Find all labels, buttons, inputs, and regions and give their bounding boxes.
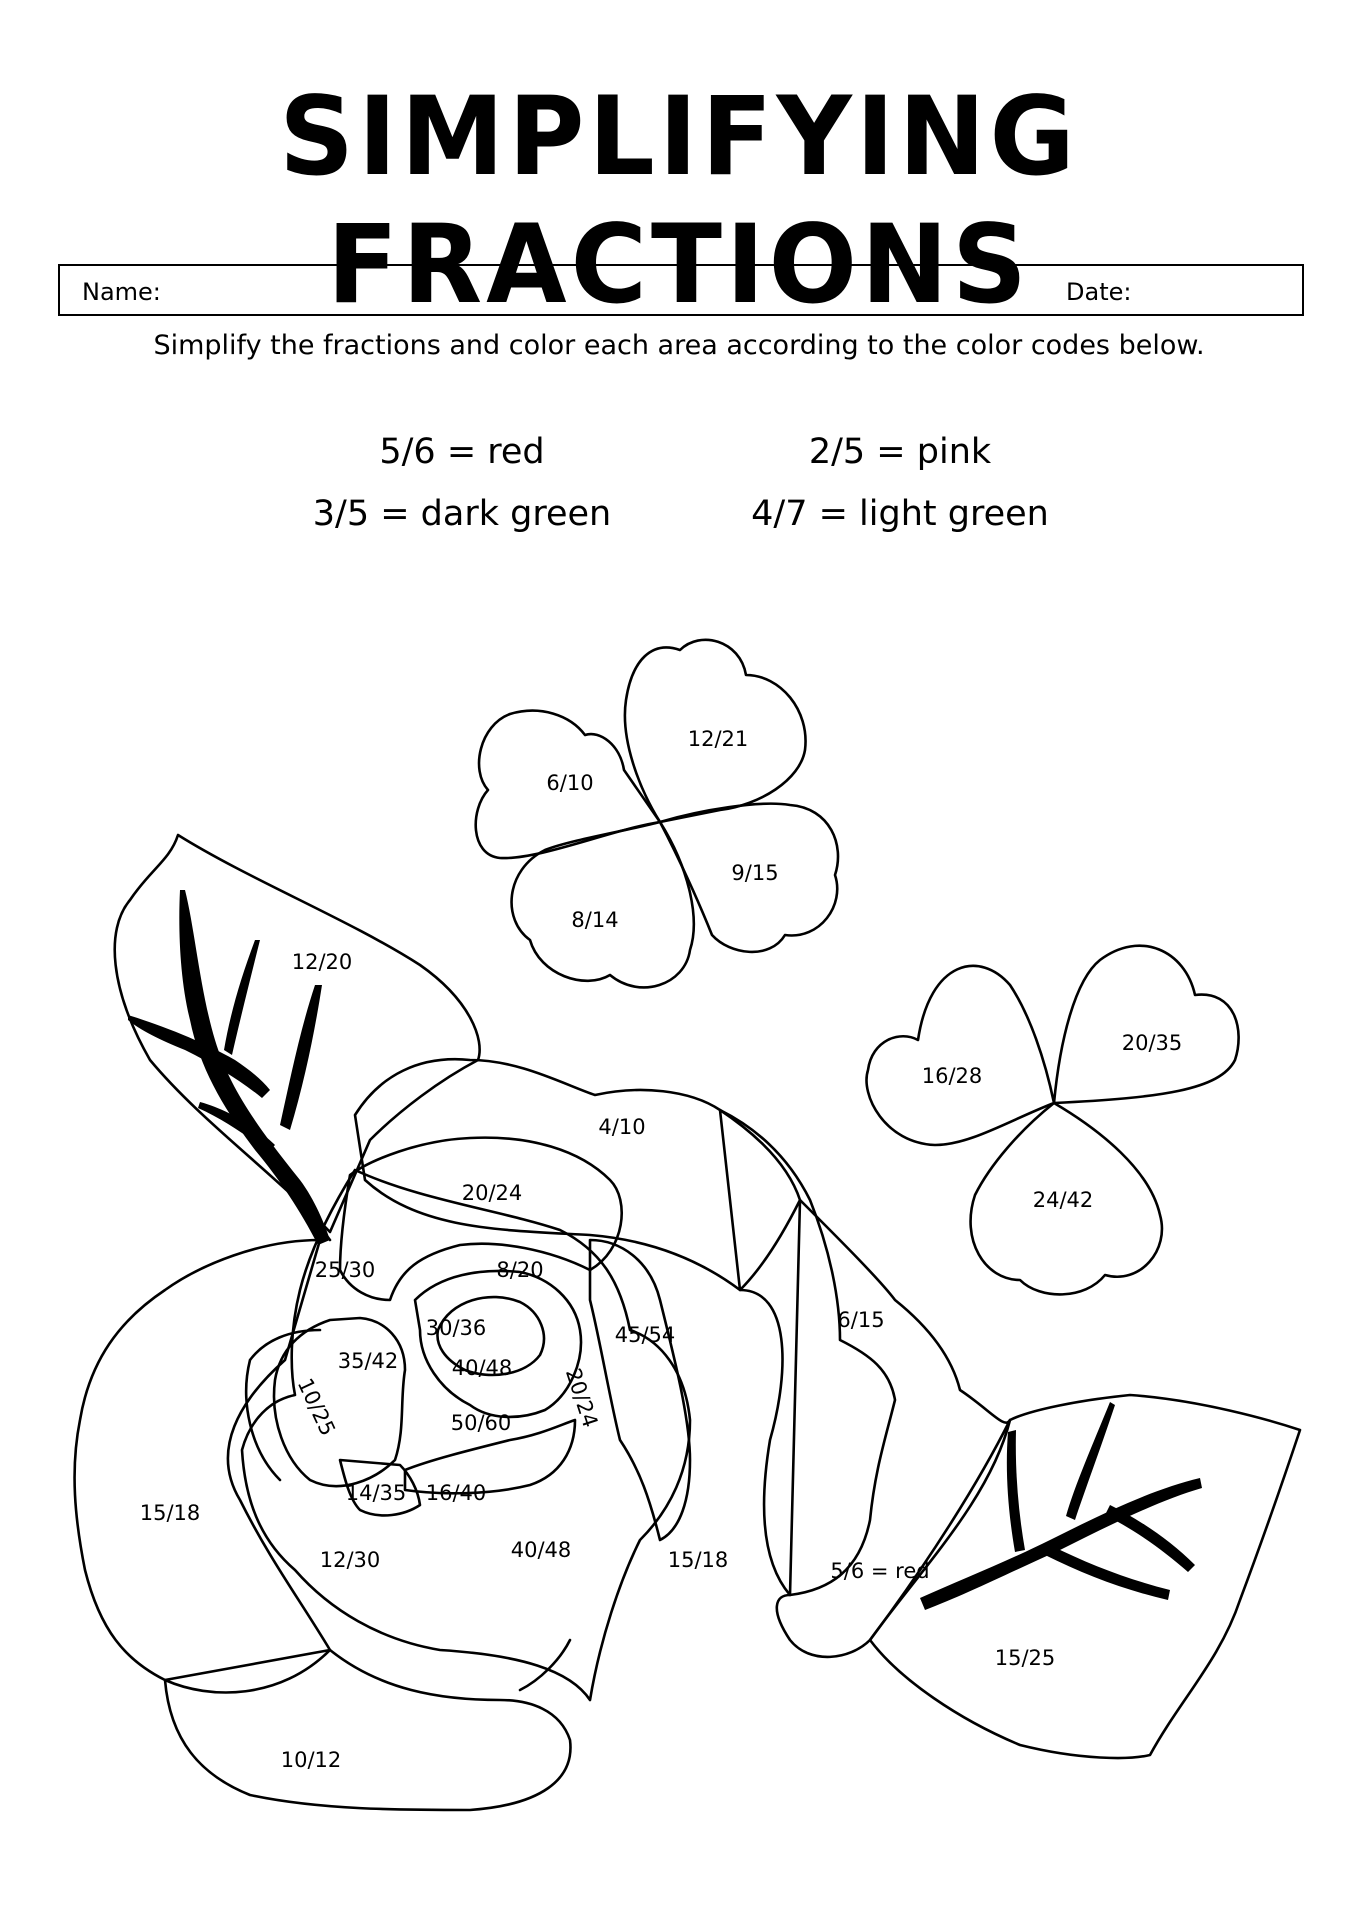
rose-label-8: 45/54 [614, 1323, 676, 1347]
instructions: Simplify the fractions and color each area according to the color codes below. [153, 330, 1205, 361]
clover-right-label-down: 24/42 [1032, 1188, 1094, 1212]
rose-label-16: 15/18 [667, 1548, 729, 1572]
rose-outer-left-petal [75, 1240, 330, 1692]
rose-label-9: 20/24 [560, 1365, 603, 1431]
rose-label-17: 6/15 [837, 1308, 885, 1332]
leaf-right-label-code: 5/6 = red [830, 1559, 930, 1583]
rose-label-12: 14/35 [345, 1481, 407, 1505]
color-code-pink: 2/5 = pink [808, 432, 992, 472]
clover-right-petal-left [867, 966, 1054, 1145]
leaf-right [870, 1395, 1300, 1758]
worksheet-title: SIMPLIFYING FRACTIONS [279, 71, 1079, 329]
rose-label-14: 12/30 [319, 1548, 381, 1572]
rose-inner-top-petal [340, 1138, 622, 1300]
date-label: Date: [1066, 278, 1132, 306]
clover-right-label-left: 16/28 [921, 1064, 983, 1088]
color-code-light-green: 4/7 = light green [751, 494, 1049, 534]
color-code-red: 5/6 = red [379, 432, 545, 472]
rose-inner-right-petal [590, 1240, 690, 1540]
leaf-right-vein-branch4 [1105, 1505, 1195, 1572]
clover-top-label-right: 9/15 [731, 861, 779, 885]
rose-label-13: 16/40 [425, 1481, 487, 1505]
rose-label-4: 8/20 [496, 1258, 544, 1282]
clover-right-petal-right [1054, 946, 1239, 1103]
rose-label-2: 20/24 [461, 1181, 523, 1205]
name-label: Name: [82, 278, 161, 306]
leaf-left-vein-branch3 [224, 940, 260, 1055]
rose-label-18: 15/18 [139, 1501, 201, 1525]
clover-top-label-left: 6/10 [546, 771, 594, 795]
leaf-left-label: 12/20 [291, 950, 353, 974]
rose-label-3: 25/30 [314, 1258, 376, 1282]
color-code-dark-green: 3/5 = dark green [312, 494, 612, 534]
rose-label-15: 40/48 [510, 1538, 572, 1562]
clover-top-label-up: 12/21 [687, 727, 749, 751]
leaf-right-vein-branch1 [1007, 1430, 1025, 1552]
clover-top-petal-down [512, 822, 694, 987]
rose-label-10: 10/25 [292, 1374, 341, 1440]
rose-right-petal [720, 1110, 895, 1595]
rose-outer-top-petal [355, 1059, 800, 1290]
leaf-right-vein-branch2 [1066, 1402, 1115, 1520]
rose-label-19: 10/12 [280, 1748, 342, 1772]
rose-label-7: 40/48 [451, 1356, 513, 1380]
leaf-right-label: 15/25 [994, 1646, 1056, 1670]
rose-bottom-petal [165, 1650, 570, 1810]
rose-label-11: 50/60 [450, 1411, 512, 1435]
leaf-left-vein-branch2 [280, 985, 322, 1130]
clover-top-label-down: 8/14 [571, 908, 619, 932]
rose-label-6: 35/42 [337, 1349, 399, 1373]
rose-label-1: 4/10 [598, 1115, 646, 1139]
clover-right-label-right: 20/35 [1121, 1031, 1183, 1055]
leaf-right-vein-branch3 [1045, 1545, 1170, 1600]
rose-label-5: 30/36 [425, 1316, 487, 1340]
